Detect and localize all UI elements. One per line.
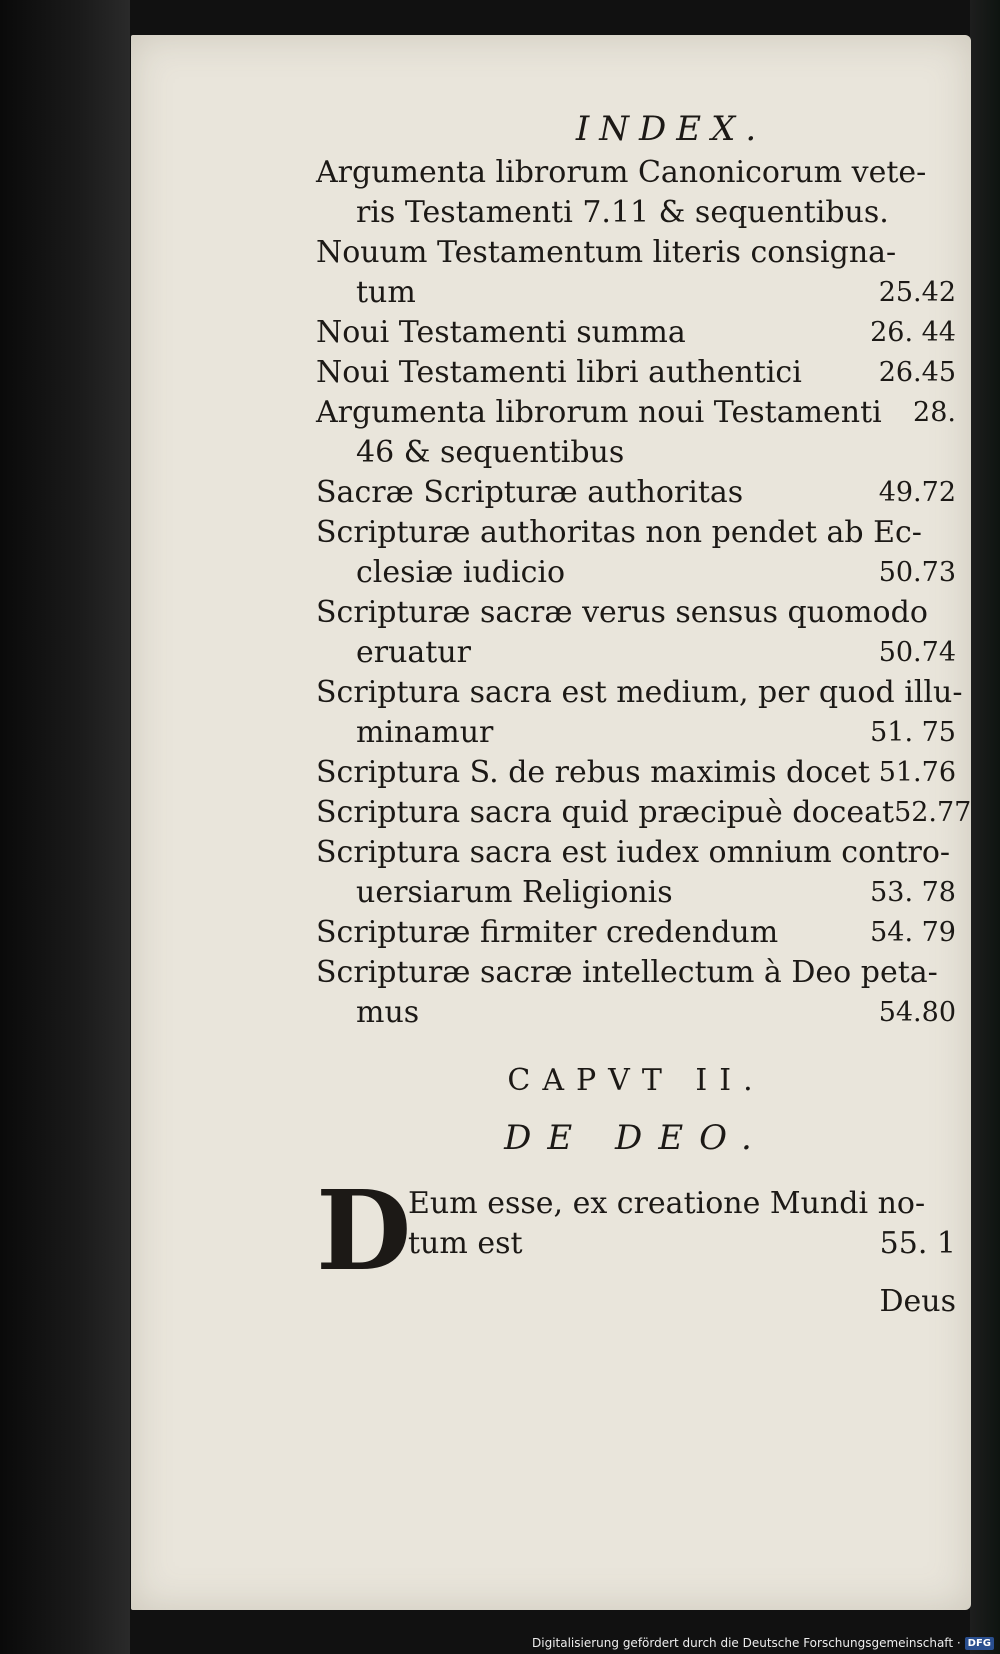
page-reference: 52.77: [894, 797, 972, 828]
entry-line: [316, 713, 956, 753]
entry-line: [316, 193, 956, 233]
dfg-logo: DFG: [965, 1637, 994, 1650]
page-reference: 50.73: [878, 557, 956, 588]
entry-line: [316, 273, 956, 313]
page-reference: 54. 79: [870, 917, 956, 948]
page-reference: 26.45: [878, 357, 956, 388]
entry-text: Noui Testamenti libri authentici: [316, 355, 802, 390]
catchword: Deus: [879, 1284, 956, 1319]
entry-text: eruatur: [356, 635, 472, 670]
entry-text: uersiarum Religionis: [356, 875, 673, 910]
book-page: [131, 35, 971, 1610]
index-entry: [316, 753, 956, 793]
running-head: INDEX.: [575, 109, 767, 149]
index-entry: [316, 153, 956, 233]
entry-line: [316, 433, 956, 473]
entry-text: Eum esse, ex creatione Mundi no-: [408, 1186, 926, 1221]
entry-line: [316, 953, 956, 993]
index-entry-dropcap: [316, 1166, 956, 1295]
page-reference: 26. 44: [870, 317, 956, 348]
entry-text: Scriptura S. de rebus maximis docet: [316, 755, 870, 790]
index-entry: [316, 233, 956, 313]
entry-text: tum est: [408, 1226, 523, 1261]
entry-line: [316, 633, 956, 673]
index-entry: [316, 673, 963, 753]
page-reference: 55. 1: [879, 1226, 956, 1261]
page-reference: 49.72: [878, 477, 956, 508]
page-content: [316, 35, 972, 1319]
entry-line: [316, 593, 956, 633]
entry-line: [316, 833, 956, 873]
entry-text: Argumenta librorum noui Testamenti: [316, 395, 882, 430]
page-reference: 50.74: [878, 637, 956, 668]
entry-line: [316, 473, 956, 513]
page-reference: 25.42: [878, 277, 956, 308]
entry-text: clesiæ iudicio: [356, 555, 566, 590]
entry-line: [316, 553, 956, 593]
index-entry: [316, 833, 956, 913]
entry-line: [316, 313, 956, 353]
index-entry: [316, 593, 956, 673]
entry-text: Sacræ Scripturæ authoritas: [316, 475, 744, 510]
entry-line: [316, 153, 956, 193]
entry-line: [316, 913, 956, 953]
entry-text: Noui Testamenti summa: [316, 315, 686, 350]
index-entry: [316, 313, 956, 353]
entry-line: [316, 233, 956, 273]
entry-text: Scriptura sacra est iudex omnium contro-: [316, 835, 951, 870]
index-entry: [316, 913, 956, 953]
index-entries: [316, 153, 972, 1033]
entry-text: tum: [356, 275, 416, 310]
index-entry: [316, 353, 956, 393]
book-spine-right: [970, 0, 1000, 1654]
entry-text: Nouum Testamentum literis consigna-: [316, 235, 897, 270]
entry-line: [316, 793, 972, 833]
entry-line: [316, 393, 956, 433]
entry-text: Scriptura sacra est medium, per quod illu-: [316, 675, 963, 710]
index-entry: [316, 793, 972, 833]
page-reference: 51. 75: [870, 717, 956, 748]
index-entry: [316, 393, 956, 473]
entry-line: [316, 673, 963, 713]
entry-line: [316, 353, 956, 393]
entry-line: [316, 513, 956, 553]
page-reference: 54.80: [878, 997, 956, 1028]
book-spine-left: [0, 0, 130, 1654]
entry-text: Scripturæ sacræ verus sensus quomodo: [316, 595, 928, 630]
entry-line: [408, 1186, 956, 1221]
entry-text: minamur: [356, 715, 494, 750]
entry-text: Argumenta librorum Canonicorum vete-: [316, 155, 927, 190]
entry-line: [316, 873, 956, 913]
entry-line: [316, 753, 956, 793]
entry-text: ris Testamenti 7.11 & sequentibus.: [356, 195, 889, 230]
entry-line: [408, 1226, 956, 1261]
chapter-subtitle: DE DEO.: [504, 1118, 768, 1158]
page-reference: 28.: [913, 397, 956, 428]
entry-text: Scriptura sacra quid præcipuè doceat: [316, 795, 895, 830]
entry-text: Scripturæ firmiter credendum: [316, 915, 779, 950]
dropcap-letter: D: [316, 1166, 412, 1295]
page-reference: 51.76: [878, 757, 956, 788]
index-entry: [316, 513, 956, 593]
index-entry: [316, 953, 956, 1033]
entry-line: [316, 993, 956, 1033]
chapter-heading: CAPVT II.: [507, 1063, 765, 1098]
index-entry: [316, 473, 956, 513]
entry-text: Scripturæ authoritas non pendet ab Ec-: [316, 515, 922, 550]
entry-text: 46 & sequentibus: [356, 435, 625, 470]
entry-text: mus: [356, 995, 420, 1030]
footer-text: Digitalisierung gefördert durch die Deutsche Forschungsgemeinschaft ·: [532, 1636, 961, 1650]
entry-text: Scripturæ sacræ intellectum à Deo peta-: [316, 955, 938, 990]
page-reference: 53. 78: [870, 877, 956, 908]
digitization-footer: [532, 1636, 994, 1650]
